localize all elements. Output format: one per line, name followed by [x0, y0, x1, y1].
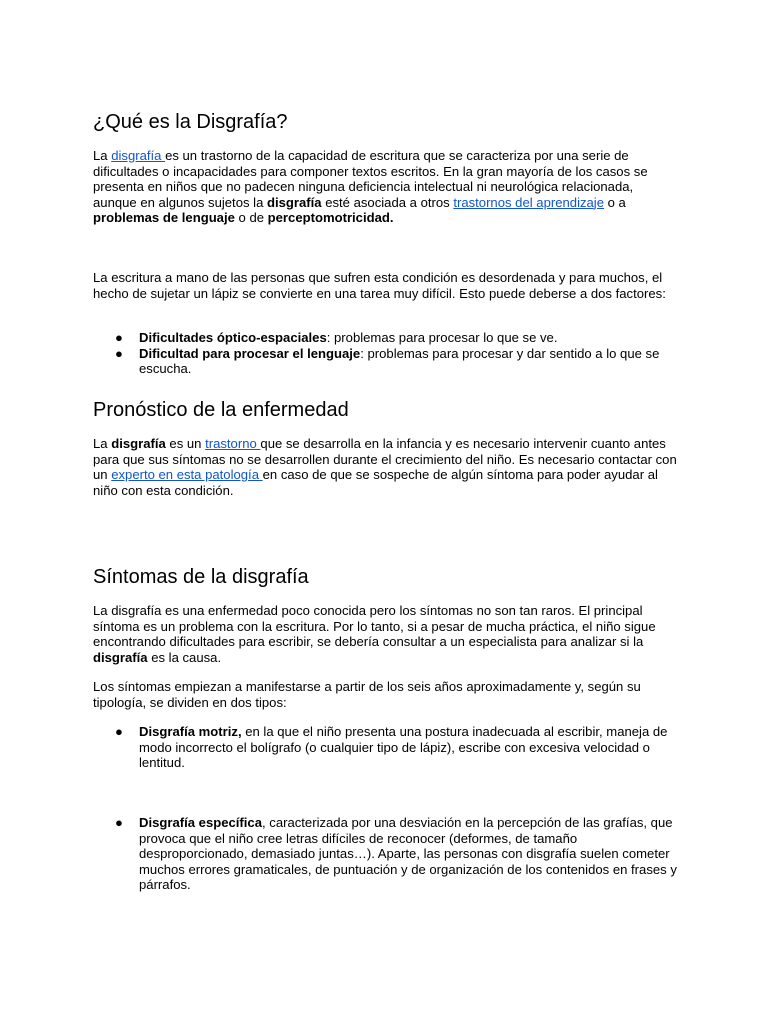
pronostico-paragraph: La disgrafía es un trastorno que se desarrolla en la infancia y es necesario intervenir cuanto antes para que sus síntomas no se desarrollen durante el crecimiento del niño. Es necesario contactar con un experto en esta patología en caso de que se sospeche de algún síntoma para poder ayudar al niño con esta condición. — [93, 436, 677, 498]
factors-paragraph: La escritura a mano de las personas que sufren esta condición es desordenada y para muchos, el hecho de sujetar un lápiz se convierte en una tarea muy difícil. Esto puede deberse a dos factores: — [93, 270, 666, 301]
list-item: ● Disgrafía específica, caracterizada por una desviación en la percepción de las grafías, que provoca que el niño cree letras difíciles de reconocer (deformes, de tamaño desproporcionado, demasiado juntas…). Aparte, las personas con disgrafía suelen cometer muchos errores gramaticales, de puntuación y de organización de los contenidos en frases y párrafos. — [115, 815, 677, 892]
tipos-paragraph: Los síntomas empiezan a manifestarse a partir de los seis años aproximadamente y, según su tipología, se dividen en dos tipos: — [93, 679, 641, 710]
bullet-icon: ● — [115, 330, 123, 345]
link-trastornos-aprendizaje[interactable]: trastornos del aprendizaje — [453, 194, 604, 210]
heading-que-es: ¿Qué es la Disgrafía? — [93, 111, 288, 133]
list-item: ● Dificultades óptico-espaciales: problemas para procesar lo que se ve. — [115, 330, 558, 345]
link-disgrafia[interactable]: disgrafía — [111, 148, 166, 163]
tipos-list-1 — [93, 724, 679, 771]
list-item: ● Disgrafía motriz, en la que el niño presenta una postura inadecuada al escribir, maneja de modo incorrecto el bolígrafo (o cualquier tipo de lápiz), escribe con excesiva velocidad o lentitud. — [115, 724, 668, 770]
link-trastorno[interactable]: trastorno — [205, 436, 261, 451]
link-experto[interactable]: experto en esta patología — [111, 467, 263, 482]
bullet-icon: ● — [115, 345, 123, 361]
tipos-list-2 — [93, 815, 679, 893]
factors-list — [93, 330, 679, 377]
bullet-icon: ● — [115, 815, 123, 830]
sintomas-paragraph: La disgrafía es una enfermedad poco conocida pero los síntomas no son tan raros. El principal síntoma es un problema con la escritura. Por lo tanto, si a pesar de mucha práctica, el niño sigue encontrando dificultades para escribir, se debería consultar a un especialista para analizar si la disgrafía es la causa. — [93, 603, 656, 665]
intro-paragraph: La disgrafía es un trastorno de la capacidad de escritura que se caracteriza por una serie de dificultades o incapacidades para componer textos escritos. En la gran mayoría de los casos se presenta en niños que no padecen ninguna deficiencia intelectual ni neurológica relacionada, aunque en algunos sujetos la disgrafía esté asociada a otros trastornos del aprendizaje o a problemas de lenguaje o de perceptomotricidad. — [93, 148, 648, 225]
list-item: ● Dificultad para procesar el lenguaje: problemas para procesar y dar sentido a lo que se escucha. — [115, 345, 660, 376]
heading-sintomas: Síntomas de la disgrafía — [93, 566, 309, 588]
heading-pronostico: Pronóstico de la enfermedad — [93, 399, 349, 421]
bullet-icon: ● — [115, 724, 123, 739]
